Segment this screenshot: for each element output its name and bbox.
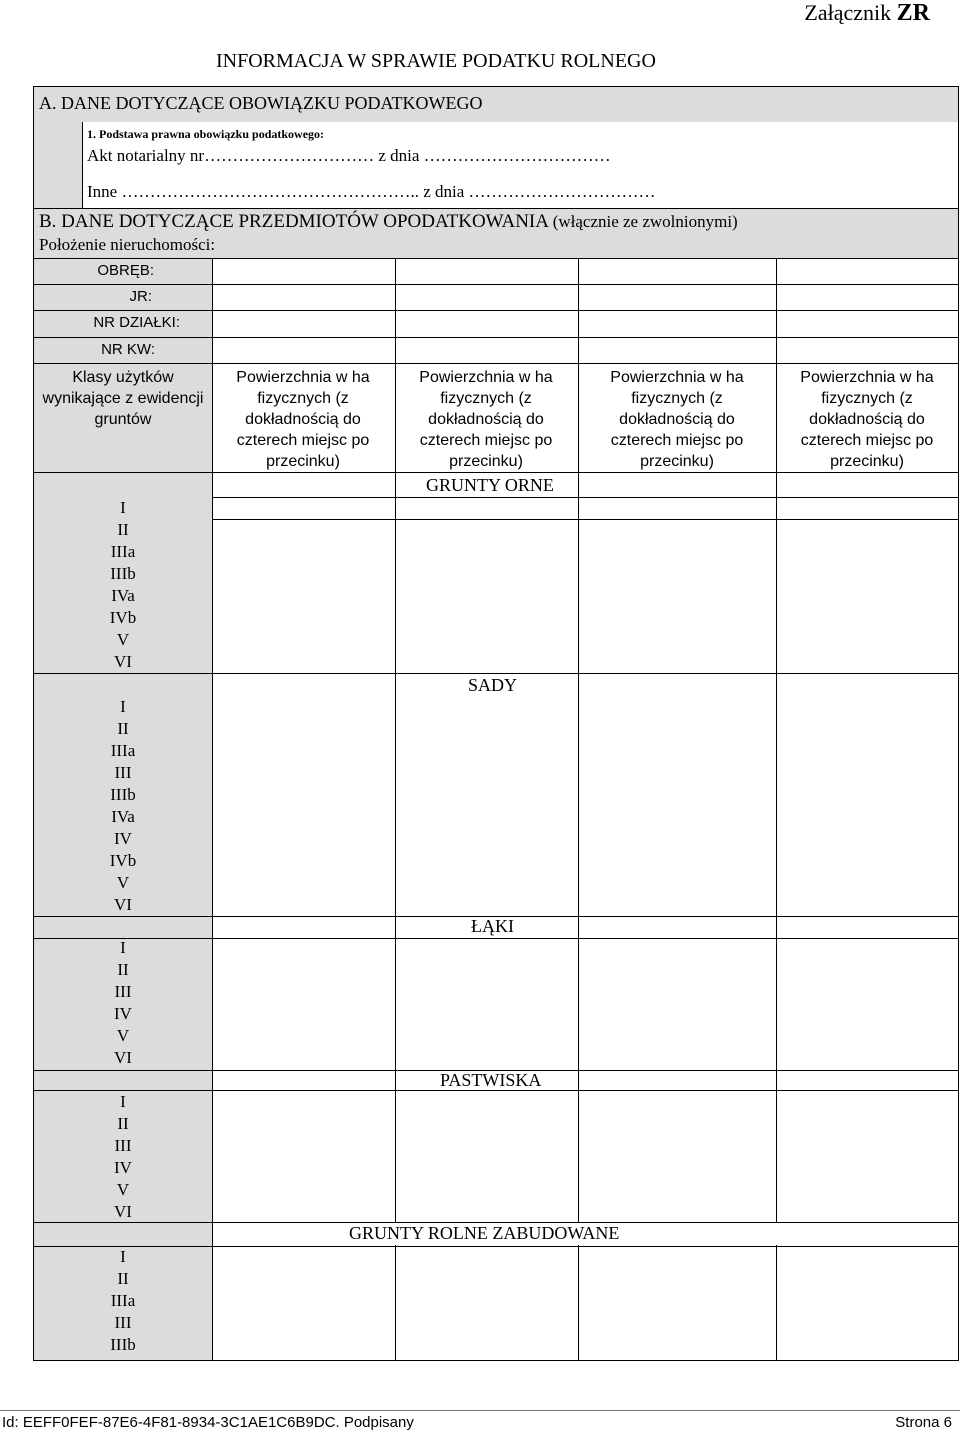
field-label-kw: NR KW: xyxy=(101,341,155,358)
classes-pastwiska: I II III IV V VI xyxy=(114,1092,132,1221)
section-a-heading: A. DANE DOTYCZĄCE OBOWIĄZKU PODATKOWEGO xyxy=(39,93,483,113)
area-header-2: Powierzchnia w ha fizycznych (z dokładnością do czterech miejsc po przecinku) xyxy=(419,369,553,470)
page-title: INFORMACJA W SPRAWIE PODATKU ROLNEGO xyxy=(216,50,656,72)
class-header: Klasy użytków wynikające z ewidencji gruntów xyxy=(42,369,204,428)
group-laki: ŁĄKI xyxy=(471,916,514,936)
classes-sady: I II IIIa III IIIb IVa IV IVb V VI xyxy=(109,697,137,914)
deed-line[interactable]: Akt notarialny nr………………………… z dnia …………………………… xyxy=(87,146,611,165)
section-b-heading: B. DANE DOTYCZĄCE PRZEDMIOTÓW OPODATKOWANIA xyxy=(39,211,548,232)
location-label: Położenie nieruchomości: xyxy=(39,235,216,254)
section-b-heading-note: (włącznie ze zwolnionymi) xyxy=(552,212,738,231)
section-a-header xyxy=(33,86,959,122)
field-label-obreb: OBRĘB: xyxy=(97,262,154,279)
group-sady: SADY xyxy=(468,675,518,695)
annex-code: ZR xyxy=(896,0,930,26)
group-grunty-orne: GRUNTY ORNE xyxy=(426,475,554,495)
basis-label: 1. Podstawa prawna obowiązku podatkowego: xyxy=(87,127,325,141)
field-label-dzialka: NR DZIAŁKI: xyxy=(93,314,180,331)
annex-label: Załącznik xyxy=(804,0,892,25)
annex-header xyxy=(804,0,930,27)
section-b-header xyxy=(33,208,959,259)
field-label-jr: JR: xyxy=(129,288,152,305)
classes-grunty-orne: I II IIIa IIIb IVa IVb V VI xyxy=(109,498,137,671)
footer-page: Strona 6 xyxy=(895,1414,952,1431)
area-header-4: Powierzchnia w ha fizycznych (z dokładnością do czterech miejsc po przecinku) xyxy=(800,369,934,470)
footer-id: Id: EEFF0FEF-87E6-4F81-8934-3C1AE1C6B9DC. Podpisany xyxy=(2,1414,414,1431)
group-pastwiska: PASTWISKA xyxy=(440,1070,542,1090)
area-header-1: Powierzchnia w ha fizycznych (z dokładnością do czterech miejsc po przecinku) xyxy=(236,369,370,470)
other-line[interactable]: Inne …………………………………………….. z dnia …………………………… xyxy=(87,182,656,201)
classes-grunty-zabudowane: I II IIIa III IIIb xyxy=(110,1247,136,1354)
classes-laki: I II III IV V VI xyxy=(114,938,132,1067)
area-header-3: Powierzchnia w ha fizycznych (z dokładnością do czterech miejsc po przecinku) xyxy=(610,369,744,470)
group-grunty-zabudowane: GRUNTY ROLNE ZABUDOWANE xyxy=(349,1223,620,1243)
